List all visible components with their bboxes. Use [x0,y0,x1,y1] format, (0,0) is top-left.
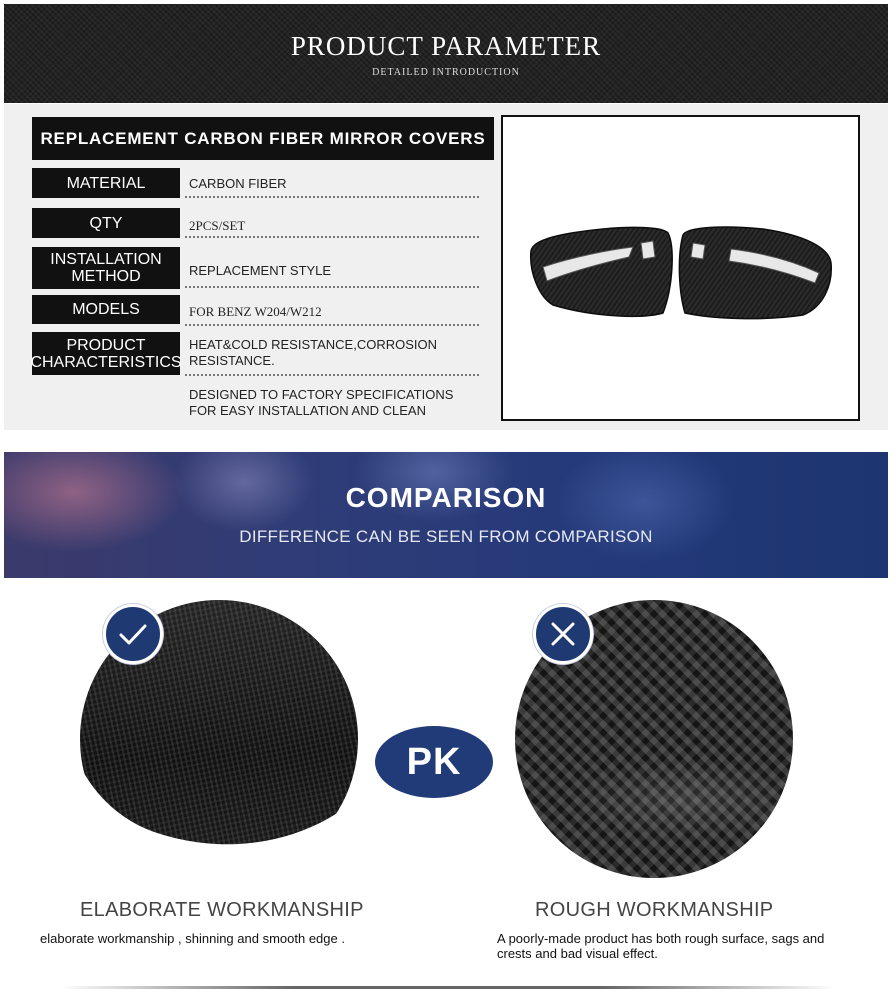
param-value-qty: 2PCS/SET [189,218,246,233]
mirror-covers-illustration [503,117,858,419]
pk-badge: PK [375,726,493,798]
comparison-title: COMPARISON [345,482,547,513]
param-extra-note: DESIGNED TO FACTORY SPECIFICATIONS FOR EASY INSTALLATION AND CLEAN [189,387,454,418]
comparison-banner [4,452,888,578]
comparison-subtitle: DIFFERENCE CAN BE SEEN FROM COMPARISON [239,527,653,546]
param-label-models: MODELS [32,295,180,324]
param-label-qty: QTY [32,208,180,238]
param-divider [185,196,479,198]
param-divider [185,374,479,376]
param-divider [185,324,479,326]
param-divider [185,286,479,288]
param-label-material: MATERIAL [32,168,180,198]
bad-title: ROUGH WORKMANSHIP [535,899,774,921]
parameter-section [4,104,888,430]
param-label-installation-method: INSTALLATION METHOD [32,247,180,289]
param-value-material: CARBON FIBER [189,176,287,191]
header-title: PRODUCT PARAMETER [290,31,602,61]
param-divider [185,236,479,238]
cross-icon [533,604,593,664]
param-value-models: FOR BENZ W204/W212 [189,304,322,319]
param-label-product-characteristics: PRODUCT CHARACTERISTICS [32,332,180,375]
param-value-product-characteristics: HEAT&COLD RESISTANCE,CORROSION RESISTANCE. [189,337,437,368]
bottom-divider [60,986,836,989]
product-heading: REPLACEMENT CARBON FIBER MIRROR COVERS [32,117,494,160]
good-title: ELABORATE WORKMANSHIP [80,899,364,921]
bad-description: A poorly-made product has both rough surface, sags and crests and bad visual effect. [497,931,825,961]
product-image [501,115,860,421]
product-parameter-header [4,4,888,103]
check-icon [103,604,163,664]
header-subtitle: DETAILED INTRODUCTION [372,67,520,78]
param-value-installation-method: REPLACEMENT STYLE [189,263,332,278]
good-description: elaborate workmanship , shinning and smooth edge . [40,931,345,946]
